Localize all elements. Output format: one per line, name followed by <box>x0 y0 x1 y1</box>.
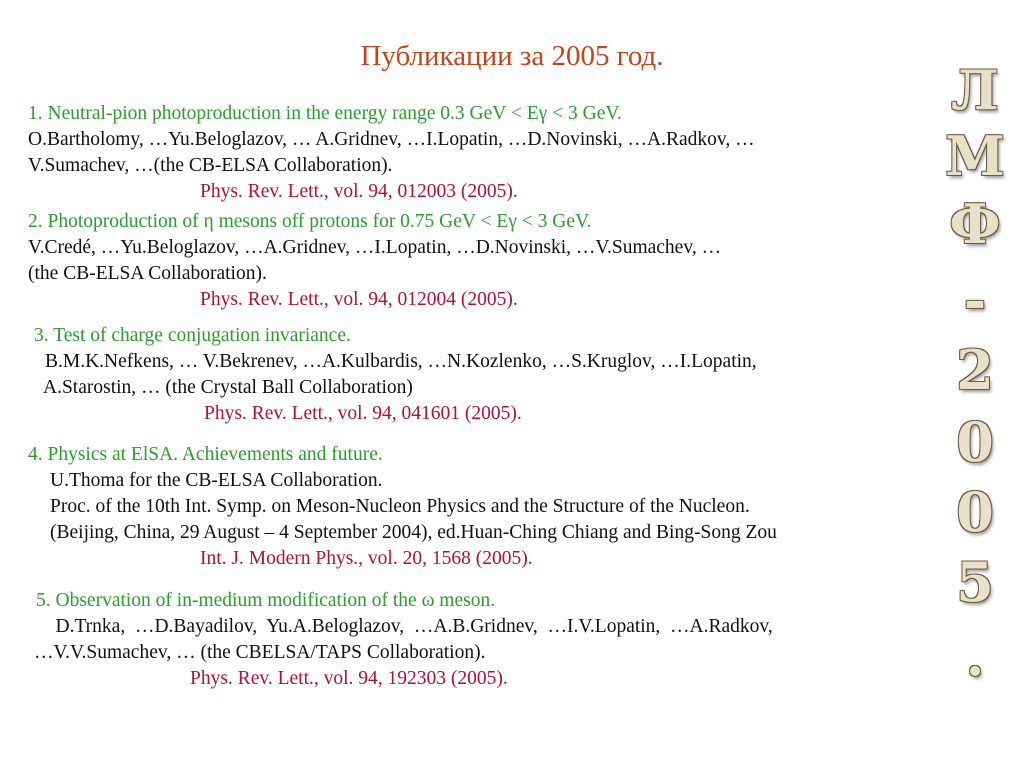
publication-heading: 1. Neutral-pion photoproduction in the energy range 0.3 GeV < Eγ < 3 GeV. <box>28 103 622 124</box>
publication-heading: 5. Observation of in-medium modification of the ω meson. <box>36 590 496 611</box>
publication-2 <box>28 209 721 313</box>
publication-1 <box>28 101 755 205</box>
publication-authors: …V.V.Sumachev, … (the CBELSA/TAPS Collaboration). <box>34 642 486 663</box>
side-letter: 0 <box>956 480 994 544</box>
publication-authors: V.Credé, …Yu.Beloglazov, …A.Gridnev, …I.Lopatin, …D.Novinski, …V.Sumachev, … <box>28 237 722 258</box>
side-letter: 5 <box>956 550 994 614</box>
publication-journal: Phys. Rev. Lett., vol. 94, 012004 (2005). <box>200 289 518 310</box>
side-letter: М <box>945 124 1005 188</box>
side-letter: 0 <box>956 410 994 474</box>
publication-authors: (the CB-ELSA Collaboration). <box>28 263 267 284</box>
side-letter: . <box>965 624 985 688</box>
publication-journal: Int. J. Modern Phys., vol. 20, 1568 (2005). <box>200 548 533 569</box>
side-letter: 2 <box>956 338 994 402</box>
publication-journal: Phys. Rev. Lett., vol. 94, 041601 (2005). <box>204 403 522 424</box>
publication-heading: 4. Physics at ElSA. Achievements and future. <box>28 444 383 465</box>
publication-journal: Phys. Rev. Lett., vol. 94, 192303 (2005). <box>190 668 508 689</box>
publication-authors: V.Sumachev, …(the CB-ELSA Collaboration). <box>28 155 393 176</box>
publication-heading: 2. Photoproduction of η mesons off protons for 0.75 GeV < Eγ < 3 GeV. <box>28 211 592 232</box>
publication-authors: Proc. of the 10th Int. Symp. on Meson-Nucleon Physics and the Structure of the Nucleon. <box>50 496 750 517</box>
publication-authors: B.M.K.Nefkens, … V.Bekrenev, …A.Kulbardis, …N.Kozlenko, …S.Kruglov, …I.Lopatin, <box>45 351 757 372</box>
publication-3 <box>34 323 757 427</box>
side-letter: - <box>963 268 987 332</box>
publication-authors: (Beijing, China, 29 August – 4 September 2004), ed.Huan-Ching Chiang and Bing-Song Zou <box>50 522 777 543</box>
publication-authors: U.Thoma for the CB-ELSA Collaboration. <box>50 470 383 491</box>
publication-authors: A.Starostin, … (the Crystal Ball Collaboration) <box>43 377 413 398</box>
publication-5 <box>36 588 773 692</box>
publication-heading: 3. Test of charge conjugation invariance. <box>34 325 351 346</box>
side-letter: Л <box>951 58 999 122</box>
publication-journal: Phys. Rev. Lett., vol. 94, 012003 (2005). <box>200 181 518 202</box>
page-title: Публикации за 2005 год. <box>360 40 664 72</box>
publication-authors: D.Trnka, …D.Bayadilov, Yu.A.Beloglazov, …A.B.Gridnev, …I.V.Lopatin, …A.Radkov, <box>36 616 773 637</box>
publication-authors: O.Bartholomy, …Yu.Beloglazov, … A.Gridnev, …I.Lopatin, …D.Novinski, …A.Radkov, … <box>28 129 755 150</box>
side-letter: Ф <box>949 192 1001 256</box>
publication-4 <box>28 442 777 572</box>
